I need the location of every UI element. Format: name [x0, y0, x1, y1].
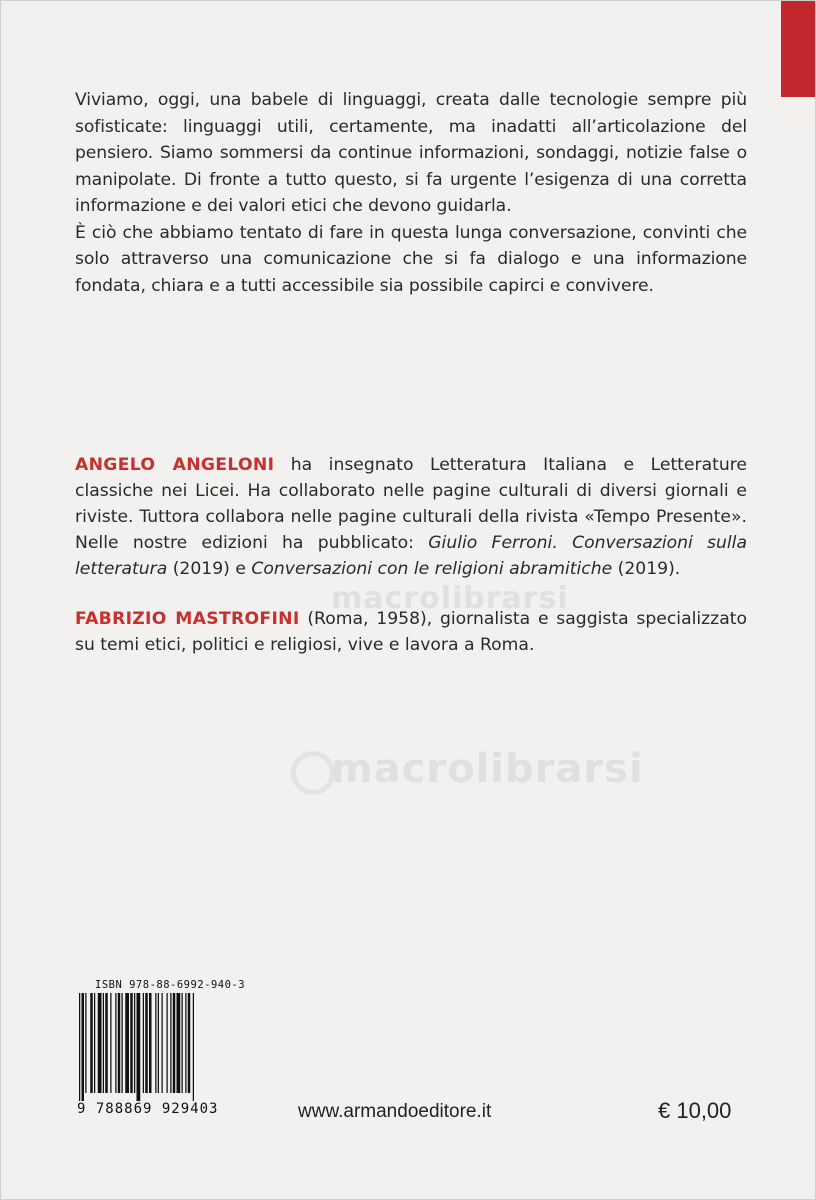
bio-text-c: (2019). [612, 559, 681, 579]
isbn-label: ISBN 978-88-6992-940-3 [95, 979, 246, 991]
barcode-bar [94, 993, 95, 1093]
watermark-top: macrolibrarsi [331, 581, 569, 616]
price-label: € 10,00 [658, 1098, 732, 1123]
barcode-bar [103, 993, 104, 1093]
watermark-logo-icon [291, 751, 335, 795]
barcode-bar [105, 993, 108, 1093]
barcode-bar [118, 993, 121, 1093]
author-name-mastrofini: FABRIZIO MASTROFINI [75, 609, 300, 629]
blurb-paragraph-2: È ciò che abbiamo tentato di fare in questa lunga conversazione, convinti che solo attraverso una comunicazione che si fa dialogo e una informazione fondata, chiara e a tutti accessibile sia possibile capirci e convivere. [75, 222, 747, 296]
blurb-text [75, 87, 747, 299]
barcode-bar [143, 993, 144, 1093]
isbn-barcode [77, 979, 246, 1129]
barcode-bar [79, 993, 80, 1101]
book-title-ferroni: Giulio Ferroni. Conversazioni sulla letteratura [75, 533, 747, 579]
author-bio-mastrofini [75, 606, 747, 658]
barcode-bar [158, 993, 159, 1093]
barcode-bar [125, 993, 129, 1093]
barcode-bar [134, 993, 135, 1093]
author-bio-angeloni [75, 452, 747, 582]
barcode-bar [170, 993, 171, 1093]
book-title-religioni: Conversazioni con le religioni abramitiche [251, 559, 613, 579]
barcode-bar [90, 993, 93, 1093]
barcode-bar [82, 993, 85, 1101]
bio-text-mastrofini: (Roma, 1958), giornalista e saggista specializzato su temi etici, politici e religiosi, vive e lavora a Roma. [75, 609, 747, 655]
red-spine-strip [781, 1, 815, 97]
blurb-paragraph-1: Viviamo, oggi, una babele di linguaggi, creata dalle tecnologie sempre più sofisticate: linguaggi utili, certamente, ma inadatti all’articolazione del pensiero. Siamo sommersi da continue informazioni, sondaggi, notizie false o manipolate. Di fronte a tutto questo, si fa urgente l’esigenza di una corretta informazione e dei valori etici che devono guidarla. [75, 90, 747, 216]
barcode-bar [177, 993, 181, 1093]
barcode-bar [98, 993, 102, 1093]
barcode-bar [130, 993, 133, 1093]
barcode-bar [145, 993, 148, 1093]
barcode-icon [77, 993, 237, 1101]
barcode-bar [185, 993, 186, 1093]
barcode-bar [167, 993, 168, 1093]
watermark-bottom: macrolibrarsi [331, 746, 644, 792]
barcode-bar [149, 993, 152, 1093]
barcode-bar [173, 993, 176, 1093]
barcode-bar [193, 993, 194, 1101]
barcode-bar [162, 993, 163, 1093]
barcode-bar [115, 993, 116, 1093]
barcode-bar [85, 993, 86, 1093]
bio-text-b: (2019) e [167, 559, 252, 579]
barcode-bar [182, 993, 183, 1093]
barcode-bar [137, 993, 141, 1101]
barcode-bar [155, 993, 156, 1093]
barcode-digits: 9 788869 929403 [77, 1101, 219, 1117]
barcode-bar [110, 993, 111, 1093]
bio-text-a: ha insegnato Letteratura Italiana e Letterature classiche nei Licei. Ha collaborato nelle pagine culturali di diversi giornali e riviste. Tuttora collabora nelle pagine culturali della rivista «Tempo Presente». Nelle nostre edizioni ha pubblicato: [75, 455, 747, 553]
barcode-bar [122, 993, 123, 1093]
author-name-angeloni: ANGELO ANGELONI [75, 455, 275, 475]
publisher-website: www.armandoeditore.it [298, 1101, 492, 1122]
barcode-bar [188, 993, 191, 1093]
